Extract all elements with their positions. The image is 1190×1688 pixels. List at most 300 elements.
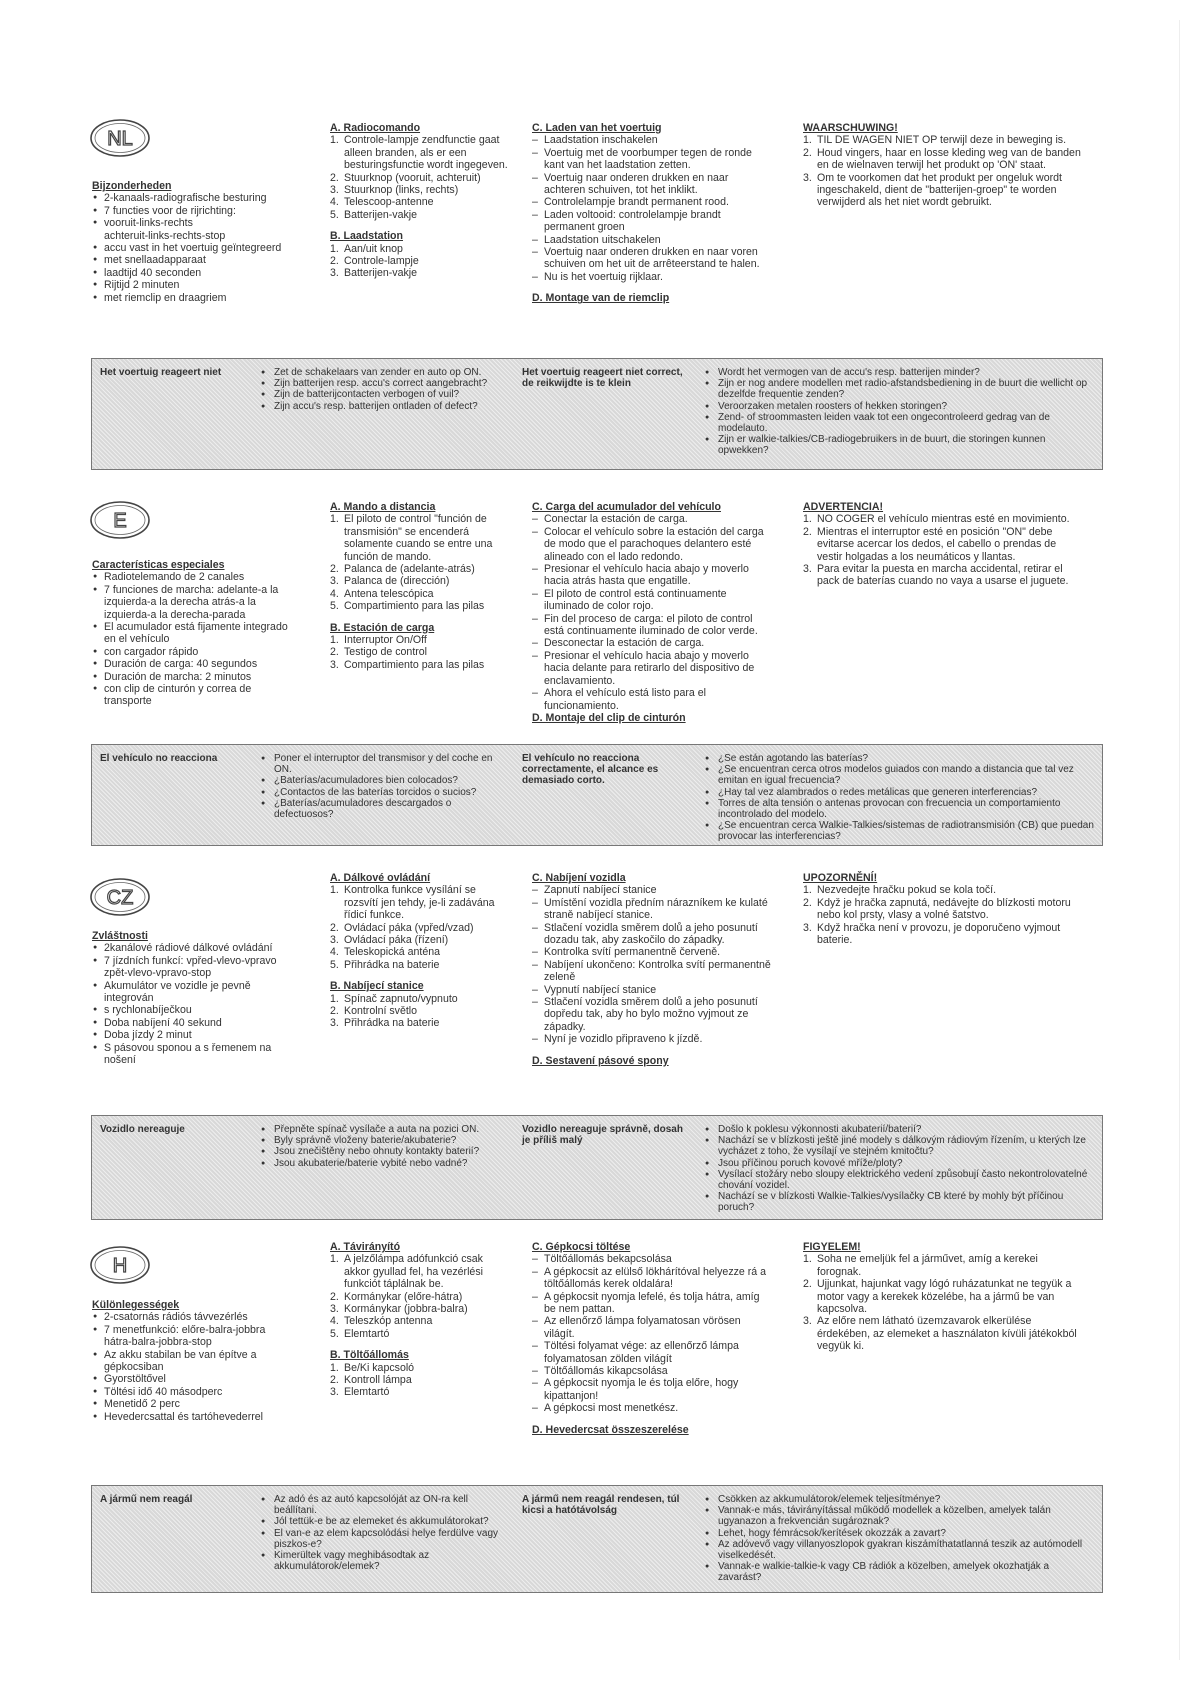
station-item: [330, 1386, 508, 1398]
charging-column: [532, 122, 772, 305]
features-column: [92, 559, 292, 708]
check-item: ● Zijn batterijen resp. accu's correct aangebracht?: [260, 378, 500, 389]
item-number: 1.: [330, 634, 339, 647]
charging-title: C. Gépkocsi töltése: [532, 1241, 631, 1253]
check-item: ● Vysílací stožáry nebo sloupy elektrického vedení způsobují často nekontrolovatelné chování vozidel.: [704, 1169, 1094, 1191]
check-item: ● Jsou akubaterie/baterie vybité nebo vadné?: [260, 1158, 500, 1169]
remote-item-text: A jelzőlámpa adófunkció csak akkor gyullad fel, ha vezérlési funkciót táplálnak be.: [344, 1253, 483, 1291]
features-column: [92, 1299, 292, 1423]
remote-title: A. Radiocomando: [330, 122, 421, 134]
check-item: ● ¿Baterías/acumuladores descargados o defectuosos?: [260, 798, 500, 820]
check-item: ● Az adóvevő vagy villanyoszlopok gyakran kiszámíthatatlanná teszik az autómodell viselkedését.: [704, 1539, 1094, 1561]
remote-list: [330, 134, 508, 221]
item-number: 1.: [803, 134, 812, 147]
item-number: 2.: [330, 1290, 339, 1303]
warning-item: [803, 897, 1083, 922]
feature-item: ● Duración de carga: 40 segundos: [92, 658, 292, 670]
check-item: ● Zend- of stroommasten leiden vaak tot een ongecontroleerd gedrag van de modelauto.: [704, 412, 1094, 434]
remote-item: [330, 1303, 508, 1315]
feature-item: ● accu vast in het voertuig geïntegreerd: [92, 242, 292, 254]
feature-item: ● Doba jízdy 2 minut: [92, 1029, 292, 1041]
remote-list: [330, 884, 508, 971]
spacer: [330, 613, 508, 622]
charging-step: – Laadstation inschakelen: [532, 134, 772, 146]
item-number: 1.: [330, 884, 339, 897]
check-item: ● Veroorzaken metalen roosters of hekken storingen?: [704, 401, 1094, 412]
charging-step: – Desconectar la estación de carga.: [532, 637, 772, 649]
item-number: 2.: [803, 1278, 812, 1291]
feature-item: ● S pásovou sponou a s řemenem na nošení: [92, 1042, 292, 1067]
check-item: ● ¿Se encuentran cerca Walkie-Talkies/sistemas de radiotransmisión (CB) que puedan provocar las interferencias?: [704, 820, 1094, 842]
warning-item-text: Mientras el interruptor esté en posición "ON" debe evitarse acercar los dedos, el cabello o prendas de vestir holgadas a los neumáticos y llantas.: [817, 525, 1057, 563]
check-item: ● Jsou příčinou poruch kovové mříže/ploty?: [704, 1158, 1094, 1169]
spacer: [532, 1415, 772, 1424]
item-number: 3.: [330, 1017, 339, 1030]
item-number: 2.: [330, 646, 339, 659]
remote-item-text: Antena telescópica: [344, 587, 434, 600]
check-item: ● ¿Se están agotando las baterías?: [704, 753, 1094, 764]
station-item-text: Interruptor On/Off: [344, 634, 427, 647]
charging-step: – El piloto de control está continuamente iluminado de color rojo.: [532, 588, 772, 613]
station-title: B. Laadstation: [330, 230, 403, 243]
warning-item-text: Ujjunkat, hajunkat vagy lógó ruházatunkat ne tegyük a motor vagy a kerekek közelébe, ha a jármű be van kapcsolva.: [817, 1278, 1072, 1316]
check-item: ● ¿Hay tal vez alambrados o redes metálicas que generen interferencias?: [704, 787, 1094, 798]
features-list: [92, 942, 292, 1066]
charging-step: – Stlačení vozidla směrem dolů a jeho posunutí dopředu tak, aby ho bylo možno vyjmout ze západky.: [532, 996, 772, 1033]
charging-step: – Conectar la estación de carga.: [532, 513, 772, 525]
item-number: 2.: [330, 563, 339, 576]
item-number: 2.: [330, 1374, 339, 1387]
problem-label: A jármű nem reagál rendesen, túl kicsi a hatótávolság: [522, 1494, 680, 1517]
warning-list: [803, 884, 1083, 946]
parts-column: [330, 1241, 508, 1399]
remote-item: [330, 600, 508, 612]
check-item: ● Zet de schakelaars van zender en auto op ON.: [260, 367, 500, 378]
features-list: [92, 571, 292, 707]
station-item: [330, 1362, 508, 1374]
remote-item: [330, 1328, 508, 1340]
warning-item-text: NO COGER el vehículo mientras esté en movimiento.: [817, 513, 1070, 526]
charging-steps: [532, 1253, 772, 1414]
charging-step: – Az ellenőrző lámpa folyamatosan vörösen világít.: [532, 1315, 772, 1340]
item-number: 4.: [330, 587, 339, 600]
remote-item-text: Batterijen-vakje: [344, 208, 418, 221]
item-number: 3.: [330, 934, 339, 947]
check-item: ● Csökken az akkumulátorok/elemek teljesítménye?: [704, 1494, 1094, 1505]
remote-item: [330, 134, 508, 171]
check-item: ● Zijn accu's resp. batterijen ontladen of defect?: [260, 401, 500, 412]
charging-column: [532, 1241, 772, 1436]
problem-checks: [704, 1494, 1094, 1584]
feature-item: ● 2-kanaals-radiografische besturing: [92, 192, 292, 204]
check-item: ● El van-e az elem kapcsolódási helye ferdülve vagy piszkos-e?: [260, 1528, 500, 1550]
feature-item: ● 2-csatornás rádiós távvezérlés: [92, 1311, 292, 1323]
check-item: ● Vannak-e walkie-talkie-k vagy CB rádiók a közelben, amelyek okozhatják a zavarást?: [704, 1561, 1094, 1583]
charging-step: – A gépkocsit nyomja le és tolja előre, hogy kipattanjon!: [532, 1377, 772, 1402]
badge-label: H: [112, 1255, 128, 1277]
charging-step: – Nabíjení ukončeno: Kontrolka svítí permanentně zeleně: [532, 959, 772, 984]
problem-checks: [704, 1124, 1094, 1214]
item-number: 2.: [803, 896, 812, 909]
feature-item: ● Hevedercsattal és tartóhevederrel: [92, 1411, 292, 1423]
check-list: [704, 1494, 1094, 1584]
troubleshooting-box: [91, 1485, 1103, 1593]
station-item: [330, 1017, 508, 1029]
remote-title: A. Távirányító: [330, 1241, 401, 1253]
remote-item-text: Kormánykar (jobbra-balra): [344, 1303, 468, 1316]
remote-item: [330, 934, 508, 946]
item-number: 5.: [330, 208, 339, 221]
station-item-text: Testigo de control: [344, 646, 428, 659]
feature-item: ● Duración de marcha: 2 minutos: [92, 671, 292, 683]
check-item: ● Došlo k poklesu výkonnosti akubaterií/baterií?: [704, 1124, 1094, 1135]
check-item: ● Az adó és az autó kapcsolóját az ON-ra kell beállítani.: [260, 1494, 500, 1516]
charging-title: C. Laden van het voertuig: [532, 122, 662, 134]
check-item: ● Vannak-e más, távirányítással működő modellek a közelben, amelyek talán ugyanazon a frekvencián sugároznak?: [704, 1505, 1094, 1527]
language-badge: [89, 118, 151, 156]
feature-item: ● 7 jízdních funkcí: vpřed-vlevo-vpravo zpět-vlevo-vpravo-stop: [92, 955, 292, 980]
check-list: [260, 753, 500, 820]
item-number: 1.: [330, 1361, 339, 1374]
item-number: 1.: [330, 513, 339, 526]
check-item: ● Zijn er nog andere modellen met radio-afstandsbediening in de buurt die wellicht op dezelfde frequentie zenden?: [704, 378, 1094, 400]
feature-item: ● El acumulador está fijamente integrado en el vehículo: [92, 621, 292, 646]
warning-title: WAARSCHUWING!: [803, 122, 898, 134]
item-number: 3.: [803, 1315, 812, 1328]
item-number: 2.: [803, 146, 812, 159]
item-number: 3.: [330, 1386, 339, 1399]
troubleshooting-box: [91, 358, 1103, 470]
feature-sub-line: achteruit-links-rechts-stop: [104, 229, 226, 242]
item-number: 5.: [330, 600, 339, 613]
remote-item: [330, 513, 508, 563]
warning-item: [803, 1315, 1083, 1352]
warning-item: [803, 563, 1083, 588]
check-item: ● Zijn de batterijcontacten verbogen of vuil?: [260, 389, 500, 400]
station-item-text: Přihrádka na baterie: [344, 1017, 440, 1030]
check-item: ● ¿Baterías/acumuladores bien colocados?: [260, 775, 500, 786]
remote-item: [330, 563, 508, 575]
charging-step: – Vypnutí nabíjecí stanice: [532, 984, 772, 996]
spacer: [532, 283, 772, 292]
remote-item: [330, 922, 508, 934]
spacer: [330, 971, 508, 980]
warning-item-text: Az előre nem látható üzemzavarok elkerülése érdekében, az elemeket a használaton kívüli játékokból vegyük ki.: [817, 1315, 1077, 1353]
station-item: [330, 255, 508, 267]
feature-item: ● laadtijd 40 seconden: [92, 267, 292, 279]
item-number: 1.: [803, 513, 812, 526]
remote-list: [330, 513, 508, 612]
check-item: ● Zijn er walkie-talkies/CB-radiogebruikers in de buurt, die storingen kunnen opwekken?: [704, 434, 1094, 456]
badge-oval-icon: [89, 1245, 151, 1285]
charging-step: – Laadstation uitschakelen: [532, 234, 772, 246]
warning-list: [803, 1253, 1083, 1352]
parts-column: [330, 122, 508, 280]
warning-item: [803, 1253, 1083, 1278]
features-list: [92, 1311, 292, 1423]
remote-item-text: Compartimiento para las pilas: [344, 600, 485, 613]
charging-steps: [532, 513, 772, 712]
check-item: ● Jsou znečištěny nebo ohnuty kontakty baterií?: [260, 1146, 500, 1157]
item-number: 4.: [330, 196, 339, 209]
charging-step: – Colocar el vehículo sobre la estación del carga de modo que el parachoques delantero esté alineado con el lado redondo.: [532, 526, 772, 563]
features-list: [92, 192, 292, 304]
check-item: ● Nachází se v blízkosti Walkie-Talkies/vysílačky CB které by mohly být příčinou poruch?: [704, 1191, 1094, 1213]
feature-sub-line: ● vooruit-links-rechts: [104, 217, 193, 230]
problem-label: Vozidlo nereaguje správně, dosah je příliš malý: [522, 1124, 683, 1147]
check-item: ● Kimerültek vagy meghibásodtak az akkumulátorok/elemek?: [260, 1550, 500, 1572]
feature-item: ● s rychlonabíječkou: [92, 1004, 292, 1016]
check-list: [260, 1124, 500, 1169]
warning-item-text: Para evitar la puesta en marcha accidental, retirar el pack de baterías cuando no vaya a usarse el juguete.: [817, 563, 1069, 588]
charging-steps: [532, 134, 772, 283]
station-list: [330, 1362, 508, 1399]
feature-item: ● 2kanálové rádiové dálkové ovládání: [92, 942, 292, 954]
problem-checks: [260, 753, 500, 820]
charging-step: – Töltési folyamat vége: az ellenőrző lámpa folyamatosan zölden világít: [532, 1340, 772, 1365]
clip-title: D. Sestavení pásové spony: [532, 1054, 669, 1067]
remote-item: [330, 959, 508, 971]
check-item: ● Přepněte spínač vysílače a auta na pozici ON.: [260, 1124, 500, 1135]
feature-sub: [92, 217, 292, 242]
station-item: [330, 243, 508, 255]
feature-item: ● met snellaadapparaat: [92, 254, 292, 266]
remote-item-text: Telescoop-antenne: [344, 196, 434, 209]
item-number: 1.: [803, 1253, 812, 1266]
item-number: 5.: [330, 1327, 339, 1340]
problem-label: A jármű nem reagál: [100, 1494, 193, 1505]
badge-label: NL: [107, 128, 133, 150]
warning-title: FIGYELEM!: [803, 1241, 861, 1253]
charging-step: – Voertuig naar onderen drukken en naar achteren schuiven, tot het inklikt.: [532, 172, 772, 197]
item-number: 4.: [330, 946, 339, 959]
charging-step: – Töltőállomás bekapcsolása: [532, 1253, 772, 1265]
remote-item: [330, 184, 508, 196]
check-list: [260, 1494, 500, 1572]
spacer: [532, 1046, 772, 1055]
charging-step: – Stlačení vozidla směrem dolů a jeho posunutí dozadu tak, aby zaskočilo do západky.: [532, 922, 772, 947]
remote-item: [330, 946, 508, 958]
features-title: Bijzonderheden: [92, 180, 172, 192]
charging-title: C. Carga del acumulador del vehículo: [532, 501, 721, 513]
problem-label: El vehículo no reacciona correctamente, el alcance es demasiado corto.: [522, 753, 659, 787]
station-title: B. Nabíjecí stanice: [330, 980, 424, 993]
warning-column: [803, 1241, 1083, 1353]
badge-oval-icon: [89, 877, 151, 917]
remote-item-text: Palanca de (adelante-atrás): [344, 563, 475, 576]
charging-step: – Laden voltooid: controlelampje brandt permanent groen: [532, 209, 772, 234]
warning-item: [803, 884, 1083, 896]
item-number: 1.: [330, 242, 339, 255]
item-number: 3.: [330, 267, 339, 280]
feature-item: ● Töltési idő 40 másodperc: [92, 1386, 292, 1398]
check-list: [704, 753, 1094, 843]
remote-title: A. Mando a distancia: [330, 501, 436, 513]
remote-item: [330, 588, 508, 600]
warning-column: [803, 501, 1083, 588]
problem-label: Het voertuig reageert niet correct, de reikwijdte is te klein: [522, 367, 683, 390]
item-number: 2.: [803, 525, 812, 538]
station-item-text: Kontrolní světlo: [344, 1005, 418, 1018]
warning-item: [803, 513, 1083, 525]
station-list: [330, 993, 508, 1030]
clip-title: D. Montaje del clip de cinturón: [532, 711, 686, 724]
page-edge-line: [1179, 20, 1180, 1660]
check-item: ● ¿Contactos de las baterías torcidos o sucios?: [260, 787, 500, 798]
station-title: B. Estación de carga: [330, 621, 435, 634]
remote-item-text: Ovládací páka (vpřed/vzad): [344, 921, 474, 934]
charging-title: C. Nabíjení vozidla: [532, 872, 626, 884]
station-list: [330, 634, 508, 671]
feature-item: ● Akumulátor ve vozidle je pevně integrován: [92, 980, 292, 1005]
remote-item-text: Ovládací páka (řízení): [344, 934, 449, 947]
spacer: [330, 1340, 508, 1349]
station-item-text: Aan/uit knop: [344, 242, 403, 255]
warning-item: [803, 1278, 1083, 1315]
warning-item: [803, 147, 1083, 172]
problem-label: Het voertuig reageert niet: [100, 367, 222, 378]
item-number: 2.: [330, 171, 339, 184]
warning-item-text: Soha ne emeljük fel a járművet, amíg a kerekei forognak.: [817, 1253, 1038, 1278]
remote-item: [330, 1315, 508, 1327]
warning-item: [803, 172, 1083, 209]
features-title: Zvláštnosti: [92, 930, 148, 942]
station-item: [330, 659, 508, 671]
remote-item-text: El piloto de control "función de transmisión" se encenderá solamente cuando se entre una función de mando.: [344, 513, 493, 563]
remote-list: [330, 1253, 508, 1340]
warning-item: [803, 526, 1083, 563]
item-number: 3.: [803, 563, 812, 576]
station-item: [330, 646, 508, 658]
item-number: 1.: [330, 1253, 339, 1266]
charging-step: – A gépkocsit nyomja lefelé, és tolja hátra, amíg be nem pattan.: [532, 1291, 772, 1316]
station-list: [330, 243, 508, 280]
troubleshooting-box: [91, 744, 1103, 846]
remote-item-text: Stuurknop (vooruit, achteruit): [344, 171, 481, 184]
check-item: ● Lehet, hogy fémrácsok/kerítések okozzák a zavart?: [704, 1528, 1094, 1539]
clip-title: D. Montage van de riemclip: [532, 292, 670, 305]
check-list: [704, 367, 1094, 457]
item-number: 3.: [330, 575, 339, 588]
feature-item: ● con cargador rápido: [92, 646, 292, 658]
feature-item: ● Doba nabíjení 40 sekund: [92, 1017, 292, 1029]
remote-item-text: Teleszkóp antenna: [344, 1315, 433, 1328]
station-item: [330, 267, 508, 279]
remote-item: [330, 172, 508, 184]
feature-item: ● 7 funciones de marcha: adelante-a la izquierda-a la derecha atrás-a la izquierda-a la derecha-parada: [92, 584, 292, 621]
problem-label: Vozidlo nereaguje: [100, 1124, 185, 1135]
warning-item-text: Nezvedejte hračku pokud se kola točí.: [817, 884, 997, 897]
remote-item: [330, 575, 508, 587]
badge-label: E: [113, 510, 127, 532]
remote-item: [330, 884, 508, 921]
warning-item-text: Houd vingers, haar en losse kleding weg van de banden en de wielnaven terwijl het produkt op 'ON' staat.: [817, 146, 1081, 172]
station-item: [330, 1374, 508, 1386]
check-item: ● Wordt het vermogen van de accu's resp. batterijen minder?: [704, 367, 1094, 378]
charging-step: – Töltőállomás kikapcsolása: [532, 1365, 772, 1377]
problem-checks: [704, 753, 1094, 843]
troubleshooting-box: [91, 1115, 1103, 1220]
language-badge: [89, 500, 151, 538]
charging-step: – Umístění vozidla předním nárazníkem ke kulaté straně nabíjecí stanice.: [532, 897, 772, 922]
charging-step: – A gépkocsi most menetkész.: [532, 1402, 772, 1414]
badge-oval-icon: [89, 118, 151, 158]
feature-item: ● Menetidő 2 perc: [92, 1398, 292, 1410]
charging-column: [532, 872, 772, 1067]
warning-list: [803, 134, 1083, 208]
remote-item-text: Teleskopická anténa: [344, 946, 440, 959]
warning-title: UPOZORNĚNÍ!: [803, 872, 878, 884]
item-number: 3.: [330, 1303, 339, 1316]
feature-item: ● con clip de cinturón y correa de transporte: [92, 683, 292, 708]
warning-item-text: Om te voorkomen dat het produkt per ongeluk wordt ingeschakeld, dient de "batterijen-groep" te worden verwijderd als het niet wordt gebruikt.: [817, 171, 1062, 209]
language-badge: [89, 1245, 151, 1283]
features-title: Különlegességek: [92, 1299, 180, 1311]
badge-label: CZ: [106, 887, 134, 909]
station-item-text: Kontroll lámpa: [344, 1374, 412, 1387]
charging-step: – Voertuig met de voorbumper tegen de ronde kant van het laadstation zetten.: [532, 147, 772, 172]
warning-item: [803, 134, 1083, 146]
check-item: ● Byly správně vloženy baterie/akubaterie?: [260, 1135, 500, 1146]
problem-checks: [260, 1124, 500, 1169]
charging-step: – Ahora el vehículo está listo para el funcionamiento.: [532, 687, 772, 712]
remote-item-text: Přihrádka na baterie: [344, 958, 440, 971]
check-item: ● Jól tettük-e be az elemeket és akkumulátorokat?: [260, 1516, 500, 1527]
remote-item: [330, 1291, 508, 1303]
item-number: 3.: [330, 658, 339, 671]
warning-title: ADVERTENCIA!: [803, 501, 884, 513]
charging-step: – Nyní je vozidlo připraveno k jízdě.: [532, 1033, 772, 1045]
remote-item-text: Controle-lampje zendfunctie gaat alleen branden, als er een besturingsfunctie wordt ingegeven.: [344, 134, 508, 172]
features-column: [92, 180, 292, 304]
item-number: 3.: [803, 171, 812, 184]
check-item: ● Poner el interruptor del transmisor y del coche en ON.: [260, 753, 500, 775]
item-number: 3.: [803, 921, 812, 934]
charging-step: – Fin del proceso de carga: el piloto de control está continuamente iluminado de color verde.: [532, 613, 772, 638]
parts-column: [330, 872, 508, 1030]
station-item-text: Controle-lampje: [344, 255, 419, 268]
feature-item: ● Rijtijd 2 minuten: [92, 279, 292, 291]
language-badge: [89, 877, 151, 915]
problem-checks: [260, 1494, 500, 1572]
charging-step: – A gépkocsit az elülső lökhárítóval helyezze rá a töltőállomás kerek oldalára!: [532, 1266, 772, 1291]
parts-column: [330, 501, 508, 671]
charging-step: – Kontrolka svítí permanentně červeně.: [532, 946, 772, 958]
check-list: [260, 367, 500, 412]
item-number: 2.: [330, 255, 339, 268]
remote-item-text: Palanca de (dirección): [344, 575, 450, 588]
remote-item: [330, 1253, 508, 1290]
item-number: 4.: [330, 1315, 339, 1328]
station-item-text: Compartimiento para las pilas: [344, 658, 485, 671]
charging-step: – Controlelampje brandt permanent rood.: [532, 196, 772, 208]
item-number: 2.: [330, 921, 339, 934]
remote-item-text: Elemtartó: [344, 1327, 390, 1340]
warning-column: [803, 122, 1083, 209]
check-list: [704, 1124, 1094, 1214]
check-item: ● Torres de alta tensión o antenas provocan con frecuencia un comportamiento incontrolado del modelo.: [704, 798, 1094, 820]
check-item: ● ¿Se encuentran cerca otros modelos guiados con mando a distancia que tal vez emitan en igual frecuencia?: [704, 764, 1094, 786]
remote-item: [330, 209, 508, 221]
item-number: 1.: [330, 134, 339, 147]
remote-item: [330, 196, 508, 208]
warning-item-text: Když hračka není v provozu, je doporučeno vyjmout baterie.: [817, 921, 1061, 947]
feature-item: ● 7 menetfunkció: előre-balra-jobbra hátra-balra-jobbra-stop: [92, 1324, 292, 1349]
charging-steps: [532, 884, 772, 1045]
feature-item: ● 7 functies voor de rijrichting:: [92, 205, 292, 217]
clip-title: D. Hevedercsat összeszerelése: [532, 1423, 689, 1436]
charging-column: [532, 501, 772, 724]
